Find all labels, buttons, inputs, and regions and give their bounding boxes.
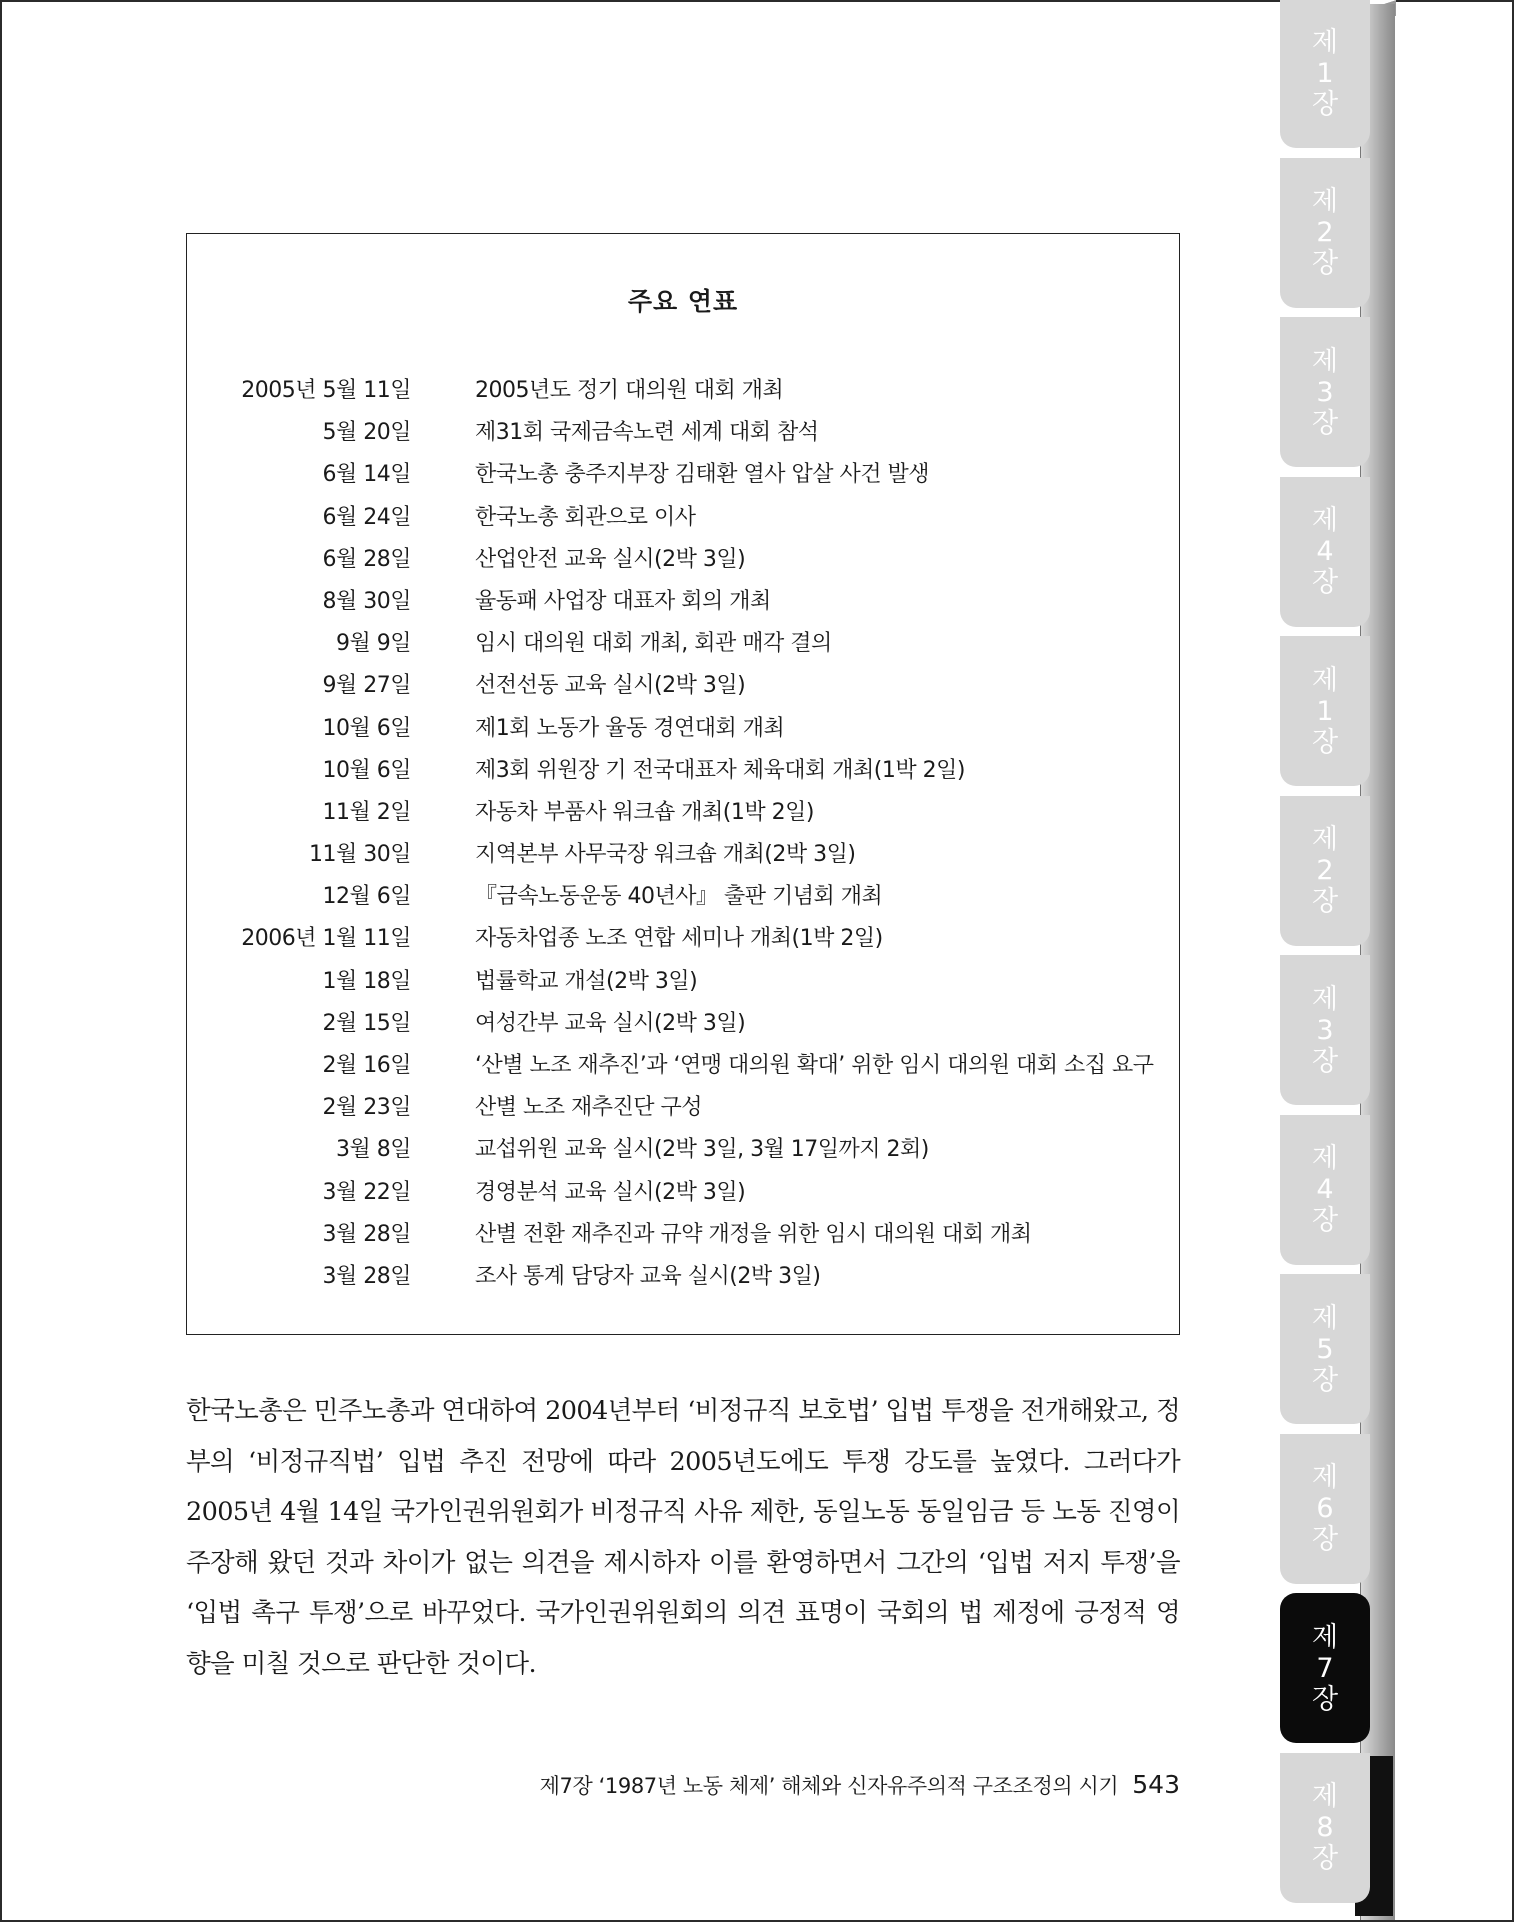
chapter-tab-char: 제 xyxy=(1311,1462,1339,1493)
chronology-event: 임시 대의원 대회 개최, 회관 매각 결의 xyxy=(475,631,832,657)
chapter-tab-1[interactable] xyxy=(1280,0,1370,148)
chronology-row xyxy=(187,756,1179,798)
chapter-tab-char: 7 xyxy=(1316,1652,1334,1684)
chronology-event: 제3회 위원장 기 전국대표자 체육대회 개최(1박 2일) xyxy=(475,757,965,783)
chapter-tab-char: 2 xyxy=(1316,217,1334,248)
chronology-row xyxy=(187,1009,1179,1051)
chronology-date: 6월 28일 xyxy=(322,546,411,572)
chronology-date: 8월 30일 xyxy=(322,588,411,614)
chronology-event: 조사 통계 담당자 교육 실시(2박 3일) xyxy=(475,1263,821,1289)
chronology-event: 경영분석 교육 실시(2박 3일) xyxy=(475,1179,746,1205)
chronology-event: 교섭위원 교육 실시(2박 3일, 3월 17일까지 2회) xyxy=(475,1137,929,1163)
chronology-date: 6월 14일 xyxy=(322,462,411,488)
chronology-event: 2005년도 정기 대의원 대회 개최 xyxy=(475,378,784,403)
chapter-tab-char: 제 xyxy=(1311,505,1339,536)
chronology-date: 2005년 5월 11일 xyxy=(241,378,411,403)
chronology-date: 2월 23일 xyxy=(322,1095,411,1121)
body-paragraph: 한국노총은 민주노총과 연대하여 2004년부터 ‘비정규직 보호법’ 입법 투쟁을 전개해왔고, 정부의 ‘비정규직법’ 입법 추진 전망에 따라 2005년도에도 투쟁 강도를 높였다. 그러다가 2005년 4월 14일 국가인권위원회가 비정규직 사유 제한, 동일노동 동일임금 등 노동 진영이 주장해 왔던 것과 차이가 없는 의견을 제시하자 이를 환영하면서 그간의 ‘입법 저지 투쟁’을 ‘입법 촉구 투쟁’으로 바꾸었다. 국가인권위원회의 의견 표명이 국회의 법 제정에 긍정적 영향을 미칠 것으로 판단한 것이다. xyxy=(186,1396,1180,1679)
chapter-tab-char: 장 xyxy=(1311,1843,1339,1874)
chronology-event: 지역본부 사무국장 워크숍 개최(2박 3일) xyxy=(475,842,856,868)
chapter-tab-char: 장 xyxy=(1311,567,1339,598)
page-number: 543 xyxy=(1132,1770,1180,1799)
chronology-event: 제1회 노동가 율동 경연대회 개최 xyxy=(475,715,785,741)
chronology-row xyxy=(187,418,1179,460)
chapter-tab-char: 제 xyxy=(1311,1621,1339,1653)
chronology-date: 3월 8일 xyxy=(336,1137,411,1163)
chronology-event: 산별 노조 재추진단 구성 xyxy=(475,1095,703,1121)
chronology-event: 산별 전환 재추진과 규약 개정을 위한 임시 대의원 대회 개최 xyxy=(475,1221,1032,1247)
chapter-tab-char: 제 xyxy=(1311,1781,1339,1812)
chronology-date: 9월 9일 xyxy=(336,631,411,657)
running-title: 제7장 ‘1987년 노동 체제’ 해체와 신자유주의적 구조조정의 시기 xyxy=(539,1774,1119,1798)
chapter-tab-11[interactable] xyxy=(1280,1593,1370,1743)
chronology-date: 5월 20일 xyxy=(322,420,411,446)
chronology-row xyxy=(187,376,1179,418)
chronology-date: 3월 28일 xyxy=(322,1221,411,1247)
chronology-event: 『금속노동운동 40년사』 출판 기념회 개최 xyxy=(475,884,883,910)
chronology-date: 11월 2일 xyxy=(322,799,411,825)
chapter-tab-char: 1 xyxy=(1316,695,1334,727)
chapter-tab-3[interactable] xyxy=(1280,317,1370,467)
chapter-tab-char: 4 xyxy=(1316,536,1334,567)
chronology-event: 자동차 부품사 워크숍 개최(1박 2일) xyxy=(475,799,814,825)
chapter-tab-char: 장 xyxy=(1311,88,1339,120)
chapter-tab-2[interactable] xyxy=(1280,158,1370,308)
chapter-tab-char: 장 xyxy=(1311,248,1339,279)
chapter-tab-10[interactable] xyxy=(1280,1434,1370,1584)
chapter-tab-char: 장 xyxy=(1311,1683,1339,1715)
chronology-event: 율동패 사업장 대표자 회의 개최 xyxy=(475,588,771,614)
chapter-tab-char: 제 xyxy=(1311,345,1339,377)
chapter-tab-char: 3 xyxy=(1316,1014,1334,1046)
chronology-date: 3월 22일 xyxy=(322,1179,411,1205)
chronology-row xyxy=(187,1178,1179,1220)
chapter-tab-char: 2 xyxy=(1316,855,1334,886)
chronology-event: 산업안전 교육 실시(2박 3일) xyxy=(475,546,746,572)
chronology-date: 3월 28일 xyxy=(322,1263,411,1289)
chronology-row xyxy=(187,1051,1179,1093)
chronology-date: 2월 15일 xyxy=(322,1010,411,1036)
chronology-event: 한국노총 회관으로 이사 xyxy=(475,504,696,530)
chronology-date: 9월 27일 xyxy=(322,673,411,699)
chapter-tab-char: 1 xyxy=(1316,57,1334,89)
chronology-date: 11월 30일 xyxy=(309,842,411,868)
chapter-tab-char: 6 xyxy=(1316,1493,1334,1524)
chronology-event: ‘산별 노조 재추진’과 ‘연맹 대의원 확대’ 위한 임시 대의원 대회 소집 요구 xyxy=(475,1053,1154,1078)
chapter-tab-char: 장 xyxy=(1311,886,1339,917)
chapter-tab-8[interactable] xyxy=(1280,1115,1370,1265)
page-footer xyxy=(500,1770,1180,1800)
chapter-tab-char: 장 xyxy=(1311,1524,1339,1555)
chapter-tab-char: 제 xyxy=(1311,983,1339,1015)
chronology-date: 6월 24일 xyxy=(322,504,411,530)
chapter-tab-5[interactable] xyxy=(1280,636,1370,786)
chapter-tab-char: 장 xyxy=(1311,407,1339,439)
chronology-row xyxy=(187,503,1179,545)
chronology-date: 2006년 1월 11일 xyxy=(241,926,411,952)
chapter-tab-char: 3 xyxy=(1316,376,1334,408)
chronology-event: 제31회 국제금속노련 세계 대회 참석 xyxy=(475,420,819,446)
chronology-row xyxy=(187,882,1179,924)
chronology-row xyxy=(187,924,1179,966)
chronology-row xyxy=(187,1135,1179,1177)
chapter-tab-char: 제 xyxy=(1311,1143,1339,1174)
chronology-event: 여성간부 교육 실시(2박 3일) xyxy=(475,1010,746,1036)
chronology-event: 법률학교 개설(2박 3일) xyxy=(475,968,698,994)
chronology-date: 12월 6일 xyxy=(322,884,411,910)
chronology-row xyxy=(187,587,1179,629)
chronology-date: 2월 16일 xyxy=(322,1053,411,1078)
chronology-row xyxy=(187,840,1179,882)
chapter-tab-12[interactable] xyxy=(1280,1753,1370,1903)
chronology-title: 주요 연표 xyxy=(627,287,739,316)
chapter-tab-char: 8 xyxy=(1316,1812,1334,1843)
chronology-event: 한국노총 충주지부장 김태환 열사 압살 사건 발생 xyxy=(475,462,930,488)
chapter-tab-char: 5 xyxy=(1316,1333,1334,1365)
chapter-tab-6[interactable] xyxy=(1280,796,1370,946)
chronology-event: 선전선동 교육 실시(2박 3일) xyxy=(475,673,746,699)
chronology-row xyxy=(187,1220,1179,1262)
chapter-tab-char: 4 xyxy=(1316,1174,1334,1205)
chronology-row xyxy=(187,545,1179,587)
chapter-tab-char: 장 xyxy=(1311,1205,1339,1236)
chronology-row xyxy=(187,629,1179,671)
chapter-tab-char: 제 xyxy=(1311,1302,1339,1334)
chronology-list xyxy=(187,376,1179,1304)
chronology-row xyxy=(187,798,1179,840)
chronology-row xyxy=(187,1262,1179,1304)
chronology-box xyxy=(186,233,1180,1335)
chronology-date: 10월 6일 xyxy=(322,757,411,783)
chapter-tab-char: 제 xyxy=(1311,26,1339,58)
chronology-event: 자동차업종 노조 연합 세미나 개최(1박 2일) xyxy=(475,926,883,952)
chapter-tab-4[interactable] xyxy=(1280,477,1370,627)
chronology-row xyxy=(187,671,1179,713)
chapter-tab-char: 제 xyxy=(1311,186,1339,217)
chapter-tab-7[interactable] xyxy=(1280,955,1370,1105)
chronology-row xyxy=(187,714,1179,756)
chronology-row xyxy=(187,460,1179,502)
chapter-tab-char: 장 xyxy=(1311,726,1339,758)
chronology-date: 10월 6일 xyxy=(322,715,411,741)
chapter-tab-char: 제 xyxy=(1311,824,1339,855)
chronology-date: 1월 18일 xyxy=(322,968,411,994)
chapter-tab-9[interactable] xyxy=(1280,1274,1370,1424)
chapter-tab-char: 장 xyxy=(1311,1045,1339,1077)
chronology-row xyxy=(187,967,1179,1009)
chronology-row xyxy=(187,1093,1179,1135)
chapter-tab-char: 제 xyxy=(1311,664,1339,696)
chapter-tab-char: 장 xyxy=(1311,1364,1339,1396)
